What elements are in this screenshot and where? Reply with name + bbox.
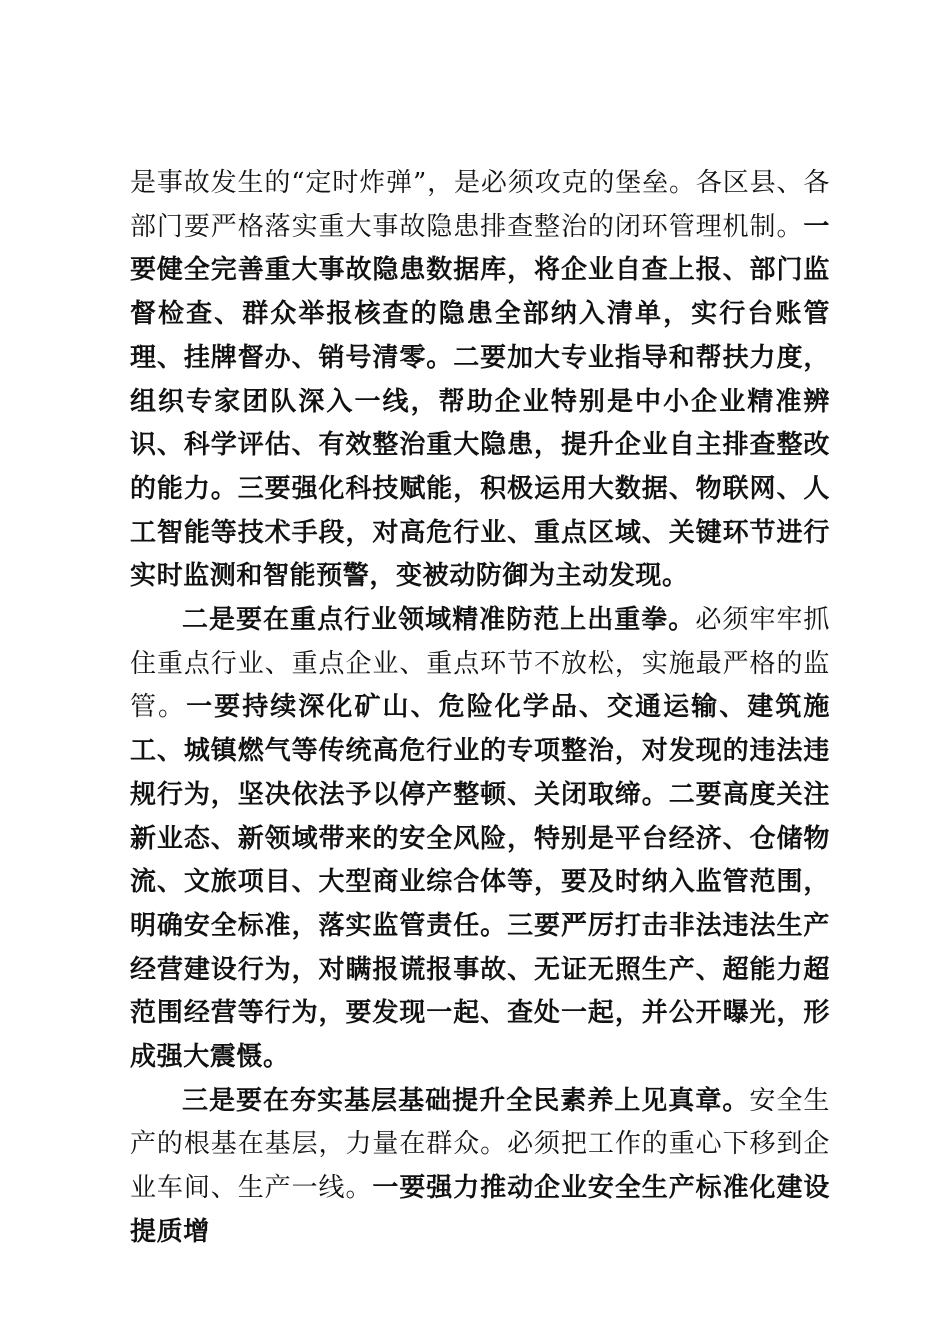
paragraph-1-intro: 是事故发生的“定时炸弹”，是必须攻克的堡垒。各区县、各部门要严格落实重大事故隐患排查整治的闭环管理机制。 [130,168,830,242]
paragraph-2-intro: 必须牢牢抓住重点行业、重点企业、重点环节不放松，实施最严格的监管。 [130,605,830,723]
paragraph-2-measures: 一要持续深化矿山、危险化学品、交通运输、建筑施工、城镇燃气等传统高危行业的专项整治，对发现的违法违规行为，坚决依法予以停产整顿、关闭取缔。二要高度关注新业态、新领域带来的安全风险，特别是平台经济、仓储物流、文旅项目、大型商业综合体等，要及时纳入监管范围，明确安全标准，落实监管责任。三要严厉打击非法违法生产经营建设行为，对瞒报谎报事故、无证无照生产、超能力超范围经营等行为，要发现一起、查处一起，并公开曝光，形成强大震慑。 [130,692,830,1073]
paragraph-3 [130,1080,830,1255]
document-body [130,162,830,1255]
paragraph-3-heading: 三是要在夯实基层基础提升全民素养上见真章。 [182,1085,750,1116]
paragraph-1 [130,162,830,599]
paragraph-2 [130,599,830,1080]
paragraph-1-measures: 一要健全完善重大事故隐患数据库，将企业自查上报、部门监督检查、群众举报核查的隐患全部纳入清单，实行台账管理、挂牌督办、销号清零。二要加大专业指导和帮扶力度，组织专家团队深入一线，帮助企业特别是中小企业精准辨识、科学评估、有效整治重大隐患，提升企业自主排查整改的能力。三要强化科技赋能，积极运用大数据、物联网、人工智能等技术手段，对高危行业、重点区域、关键环节进行实时监测和智能预警，变被动防御为主动发现。 [130,211,830,592]
paragraph-3-measures: 一要强力推动企业安全生产标准化建设提质增 [130,1173,830,1247]
paragraph-3-intro: 安全生产的根基在基层，力量在群众。必须把工作的重心下移到企业车间、生产一线。 [130,1085,830,1204]
paragraph-2-heading: 二是要在重点行业领域精准防范上出重拳。 [182,605,696,636]
